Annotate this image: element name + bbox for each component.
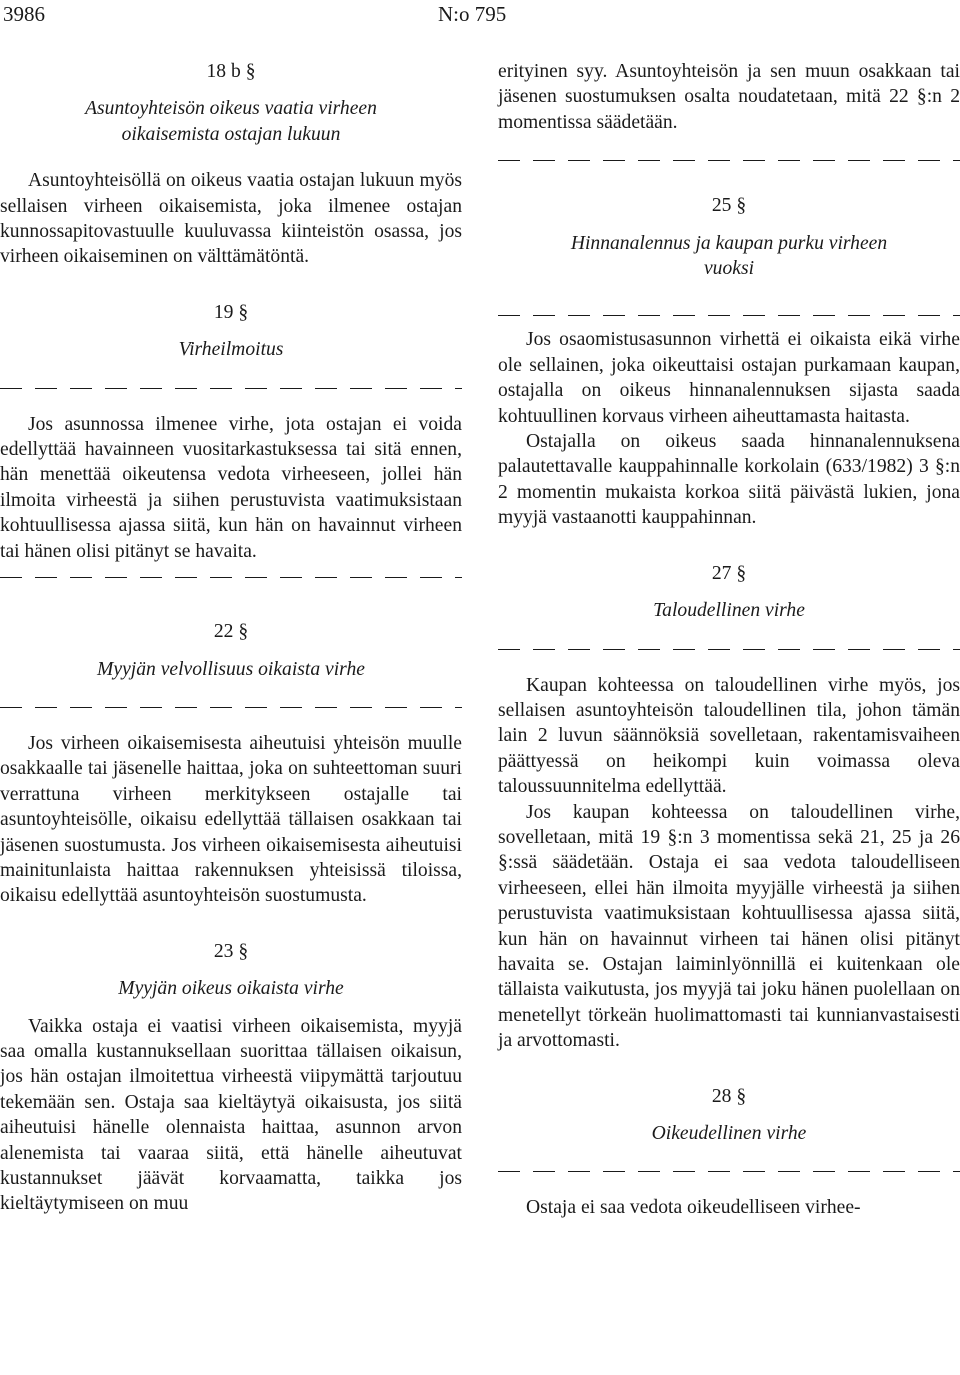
section-title: Taloudellinen virhe	[653, 600, 805, 622]
omission-dashes	[0, 375, 462, 400]
section-body: Kaupan kohteessa on taloudellinen virhe myös, jos sellaisen asuntoyhteisön taloudellinen tila, johon tämän lain 2 luvun säännöksiä sovelletaan, rakentamisvaiheen päättyessä on heikompi kuin voimassa oleva taloussuunnitelma edellyttää.	[498, 674, 960, 798]
omission-dashes	[498, 636, 960, 661]
section-title: vuoksi	[703, 258, 755, 280]
section-number: 28 §	[711, 1085, 747, 1107]
section-23	[0, 939, 462, 1217]
continued-text: erityinen syy. Asuntoyhteisön ja sen muun osakkaan tai jäsenen suostumuksen osalta noudatetaan, mitä 22 §:n 2 momentissa säädetään.	[498, 61, 960, 133]
gazette-number: N:o 795	[438, 2, 507, 26]
section-title: Myyjän oikeus oikaista virhe	[118, 978, 344, 1000]
section-body: Asuntoyhteisöllä on oikeus vaatia ostajan lukuun myös sellaisen virheen oikaisemista, joka ilmenee ostajan kunnossapitovastuulle kuuluvassa kiinteistön osassa, jos virheen oikaiseminen on välttämätöntä.	[0, 170, 462, 268]
section-number: 25 §	[711, 195, 747, 217]
section-body: Vaikka ostaja ei vaatisi virheen oikaisemista, myyjä saa omalla kustannuksellaan suorittaa tällaisen oikaisun, jos hän ostajan ilmoitettua virheestä viipymättä tarjoutuu tekemään sen. Ostaja saa kieltäytyä oikaisusta, jos siitä aiheutuisi hänelle olennaista haittaa, asunnon arvon alenemista tai vaaraa siitä, että hänelle aiheutuvat kustannukset jäävät korvaamatta, taikka jos kieltäytymiseen on muu	[0, 1015, 462, 1215]
section-body: Jos virheen oikaisemisesta aiheutuisi yhteisön muulle osakkaalle tai jäsenelle haittaa, joka on suhteettoman suuri verrattuna virheen merkitykseen ostajalle tai asuntoyhteisölle, oikaisu edellyttää tällaisen osakkaan tai jäsenen suostumusta. Jos virheen oikaisemisesta aiheutuisi mainitunlaista haittaa rakennuksen yhteisissä tiloissa, oikaisu edellyttää asuntoyhteisön suostumusta.	[0, 732, 462, 907]
page-header	[0, 0, 960, 36]
omission-dashes	[498, 1158, 960, 1183]
left-column	[0, 59, 462, 1217]
section-28	[498, 1084, 960, 1221]
section-25	[498, 193, 960, 530]
section-number: 23 §	[213, 940, 249, 962]
section-body: Jos kaupan kohteessa on taloudellinen virhe, sovelletaan, mitä 19 §:n 3 momentissa sekä 21, 25 ja 26 §:ssä säädetään. Ostaja ei saa vedota taloudelliseen virheeseen, ellei hän ilmoita myyjälle virheestä ja siihen perustuvista vaatimuksistaan kohtuullisessa ajassa siitä, kun hän on havainnut virheen tai hänen olisi pitänyt havaita se. Ostajan laiminlyönnillä ei kuitenkaan ole tällaista vaikutusta, jos myyjä tai joku hänen puolellaan on menetellyt törkeän huolimattomasti tai kunnianvastaisesti ja arvottomasti.	[498, 801, 960, 1052]
section-body: Jos asunnossa ilmenee virhe, jota ostajan ei voida edellyttää havainneen vuositarkastuksessa tai sitä ennen, hän menettää oikeutensa vedota virheeseen, jollei hän ilmoita virheestä ja siihen perustuvista vaatimuksistaan kohtuullisessa ajassa siitä, kun hän on havainnut virheen tai hänen olisi pitänyt se havaita.	[0, 413, 462, 562]
section-22	[0, 619, 462, 909]
section-title: Asuntoyhteisön oikeus vaatia virheen	[85, 98, 377, 120]
section-number: 27 §	[711, 562, 747, 584]
section-number: 18 b §	[206, 61, 256, 82]
section-title: Myyjän velvollisuus oikaista virhe	[97, 658, 365, 680]
section-number: 19 §	[213, 301, 249, 323]
section-number: 22 §	[213, 621, 249, 643]
section-body: Jos osaomistusasunnon virhettä ei oikaista eikä virhe ole sellainen, joka oikeuttaisi ostajan purkamaan kaupan, ostajalla on oikeus hinnanalennuksen sijasta saada kohtuullinen korvaus virheen aiheuttamasta haitasta.	[498, 329, 960, 427]
section-19	[0, 300, 462, 589]
section-title: oikaisemista ostajan lukuun	[121, 123, 341, 145]
omission-dashes	[498, 147, 960, 172]
section-title: Virheilmoitus	[178, 339, 284, 361]
right-column	[498, 59, 960, 1221]
section-body: Ostaja ei saa vedota oikeudelliseen virhee-	[526, 1197, 861, 1219]
section-18b	[0, 59, 462, 270]
omission-dashes	[498, 302, 960, 327]
page-number: 3986	[3, 2, 45, 26]
omission-dashes	[0, 564, 462, 589]
section-title: Oikeudellinen virhe	[651, 1123, 807, 1144]
section-body: Ostajalla on oikeus saada hinnanalennuksena palautettavalle kauppahinnalle korkolain (633/1982) 3 §:n 2 momentin mukaista korkoa siitä päivästä lukien, jona myyjä vastaanotti kauppahinnan.	[498, 431, 960, 529]
omission-dashes	[0, 694, 462, 719]
section-title: Hinnanalennus ja kaupan purku virheen	[570, 232, 888, 254]
section-27	[498, 561, 960, 1054]
